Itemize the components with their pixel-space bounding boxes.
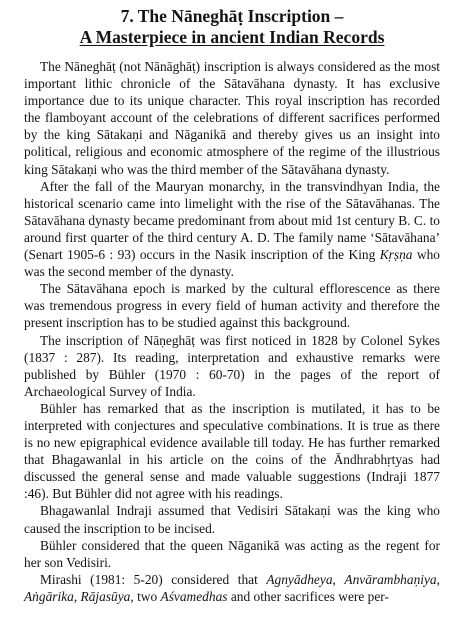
chapter-title xyxy=(24,6,440,48)
text-run: Mirashi (1981: 5-20) considered that xyxy=(40,571,267,587)
text-run: After the fall of the Mauryan monarchy, in the transvindhyan India, the historical scenario came into limelight with the rise of the Sātavāhanas. The Sātavāhana dynasty became predominant from about mid 1st century B. C. to around first quarter of the third century A. D. The family name ‘Sātavāhana’ (Senart 1905-6 : 93) occurs in the Nasik inscription of the King xyxy=(24,178,440,263)
paragraph xyxy=(24,178,440,281)
paragraph xyxy=(24,280,440,331)
italic-text-run: Rājasūya xyxy=(80,588,131,604)
text-run: Bühler has remarked that as the inscription is mutilated, it has to be interpreted with conjectures and speculative combinations. It is true as there is no new epigraphical evidence available till today. He has further remarked that Bhagawanlal in his article on the coins of the Āndhrabhṛtyas had discussed the general sense and made valuable suggestions (Indraji 1877 :46). But Bühler did not agree with his readings. xyxy=(24,400,440,502)
italic-text-run: Aṅgārika xyxy=(24,588,74,604)
text-run: Bühler considered that the queen Nāganikā was acting as the regent for her son Vedisiri. xyxy=(24,537,440,570)
italic-text-run: Aśvamedhas xyxy=(160,588,228,604)
body-text xyxy=(24,58,440,605)
paragraph xyxy=(24,537,440,571)
italic-text-run: Kṛṣṇa xyxy=(379,247,413,263)
paragraph xyxy=(24,502,440,536)
text-run: The inscription of Nāṇeghāṭ was first noticed in 1828 by Colonel Sykes (1837 : 287). Its reading, interpretation and exhaustive remarks were published by Bühler (1970 : 60-70) in the pages of the report of Archaeological Survey of India. xyxy=(24,332,440,399)
italic-text-run: Anvārambhaṇiya xyxy=(344,571,437,587)
text-run: and other sacrifices were per- xyxy=(227,588,389,604)
text-run: , xyxy=(332,571,345,587)
paragraph xyxy=(24,571,440,605)
text-run: , two xyxy=(130,588,161,604)
text-run: The Nāneghāṭ (not Nānāghāṭ) inscription is always considered as the most important lithic chronicle of the Sātavāhana dynasty. It has exclusive importance due to its unique character. This royal inscription has recorded the flamboyant account of the celebrations of different sacrifices performed by the king Sātakaṇi and Nāganikā and thereby gives us an insight into political, religious and economic atmosphere of the regime of the illustrious king Sātakaṇi who was the third member of the Sātavāhana dynasty. xyxy=(24,59,440,177)
paragraph xyxy=(24,400,440,503)
italic-text-run: Agnyādheya xyxy=(266,571,333,587)
chapter-title-line-1: 7. The Nāneghāṭ Inscription – xyxy=(120,6,344,26)
text-run: , xyxy=(73,588,81,604)
paragraph xyxy=(24,58,440,178)
paragraph xyxy=(24,332,440,400)
chapter-title-line-2: A Masterpiece in ancient Indian Records xyxy=(79,27,385,47)
text-run: who was the second member of the dynasty. xyxy=(24,247,440,280)
text-run: , xyxy=(436,571,440,587)
text-run: The Sātavāhana epoch is marked by the cultural efflorescence as there was tremendous progress in every field of human activity and therefore the present inscription has to be studied against this background. xyxy=(24,281,440,331)
document-page xyxy=(24,6,440,605)
text-run: Bhagawanlal Indraji assumed that Vedisiri Sātakaṇi was the king who caused the inscription to be incised. xyxy=(24,503,440,536)
